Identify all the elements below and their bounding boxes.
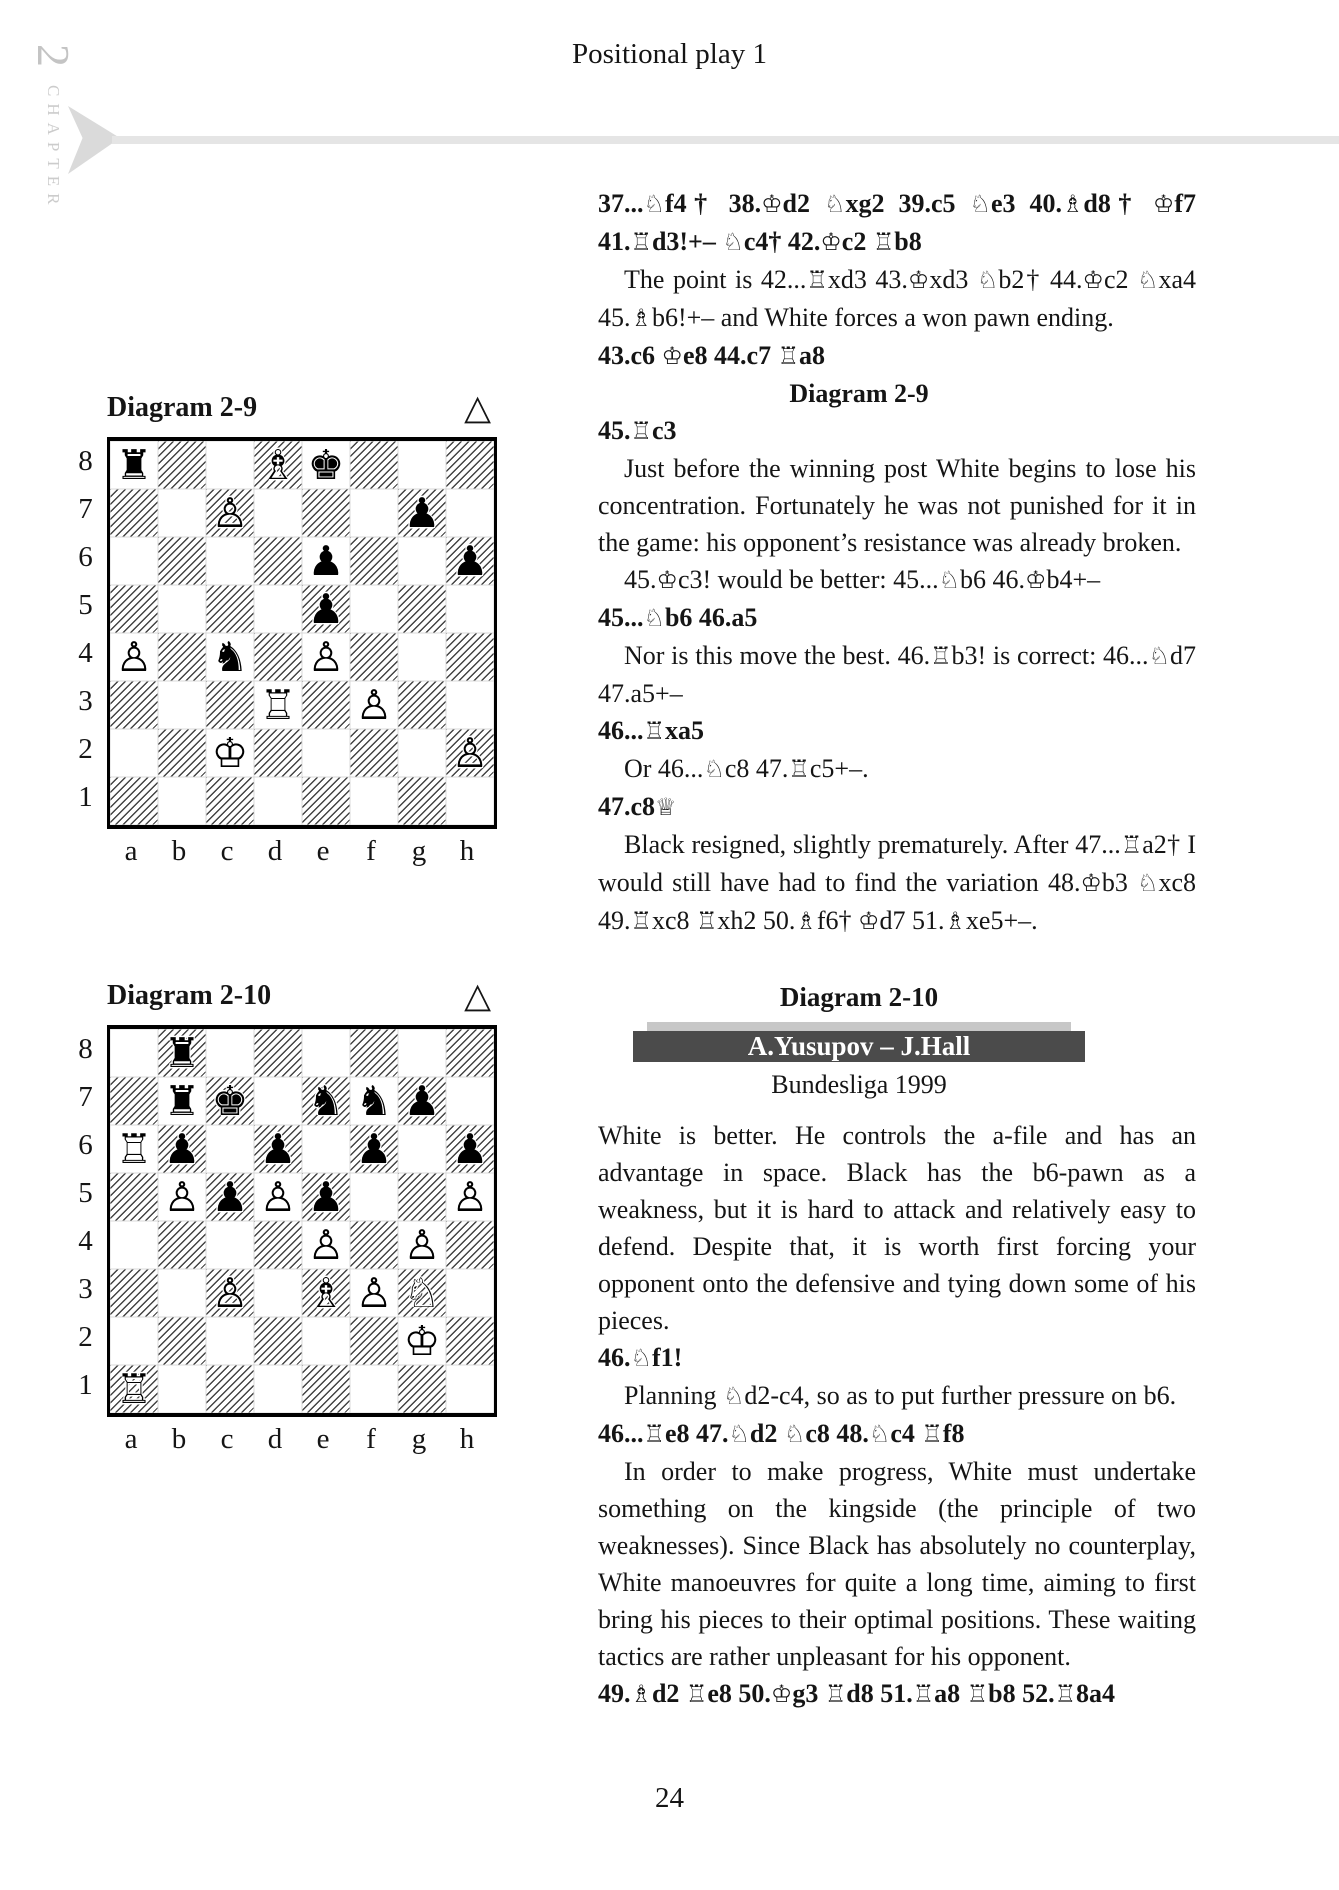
square-b7: [158, 489, 206, 537]
square-h3: [446, 1269, 494, 1317]
file-label-f: f: [366, 834, 376, 867]
rank-label-1: 1: [78, 780, 93, 813]
file-labels: [107, 829, 497, 873]
square-c2: [206, 1317, 254, 1365]
piece-B-d8: ♗: [259, 441, 297, 489]
square-e7: [302, 1077, 350, 1125]
square-h3: [446, 681, 494, 729]
square-d2: [254, 1317, 302, 1365]
piece-r-a8: ♜: [115, 441, 153, 489]
rank-label-8: 8: [78, 1032, 93, 1065]
square-d8: [254, 441, 302, 489]
file-label-c: c: [220, 1422, 234, 1455]
chess-figurine: ♖: [685, 1680, 708, 1708]
inline-diagram-heading: Diagram 2-9: [789, 379, 929, 408]
rank-label-7: 7: [78, 492, 93, 525]
file-label-a: a: [124, 1422, 138, 1455]
chess-figurine: ♖: [966, 1680, 989, 1708]
square-d4: [254, 1221, 302, 1269]
square-e8: [302, 1029, 350, 1077]
square-h6: [446, 1125, 494, 1173]
file-label-h: h: [459, 1422, 475, 1455]
square-g4: [398, 1221, 446, 1269]
chess-figurine: ♘: [722, 1382, 745, 1410]
square-f4: [350, 633, 398, 681]
square-e3: [302, 1269, 350, 1317]
square-c5: [206, 1173, 254, 1221]
square-b4: [158, 633, 206, 681]
chess-board-2-9: [107, 437, 497, 829]
file-label-g: g: [411, 834, 427, 867]
square-h2: [446, 729, 494, 777]
chess-figurine: ♖: [912, 1680, 935, 1708]
square-d5: [254, 1173, 302, 1221]
square-a8: [110, 1029, 158, 1077]
square-h5: [446, 585, 494, 633]
square-e4: [302, 1221, 350, 1269]
piece-r-b7: ♜: [163, 1077, 201, 1125]
chess-figurine: ♖: [1054, 1680, 1077, 1708]
square-b5: [158, 1173, 206, 1221]
rank-label-7: 7: [78, 1080, 93, 1113]
text-block-moves-analysis: [598, 185, 1196, 940]
text-line: Nor is this move the best. 46.♖b3! is correct: 46...♘d7 47.a5+–: [598, 641, 1196, 708]
square-f6: [350, 1125, 398, 1173]
file-label-d: d: [267, 834, 283, 867]
square-h6: [446, 537, 494, 585]
square-a2: [110, 1317, 158, 1365]
square-a6: [110, 1125, 158, 1173]
square-c3: [206, 1269, 254, 1317]
text-line: Black resigned, slightly prematurely. After 47...♖a2† I would still have had to find the variation 48.♔b3 ♘xc8 49.♖xc8 ♖xh2 50.♗f6† ♔d7 51.♗xe5+–.: [598, 830, 1197, 935]
square-e2: [302, 729, 350, 777]
diagram-2-10-header: [107, 976, 491, 1025]
white-to-move-triangle-icon: △: [464, 388, 491, 428]
text-line: White is better. He controls the a-file and has an advantage in space. Black has the b6-pawn as a weakness, but it is hard to attack and relatively easy to defend. Despite that, it is worth first forcing your opponent onto the defensive and tying down some of his pieces.: [598, 1121, 1196, 1335]
chess-figurine: ♗: [795, 907, 817, 935]
square-a8: [110, 441, 158, 489]
square-b1: [158, 777, 206, 825]
square-d7: [254, 489, 302, 537]
chapter-divider-rule: [112, 136, 1339, 144]
move-line: 46...♖xa5: [598, 716, 704, 745]
file-label-e: e: [316, 834, 330, 867]
chess-figurine: ♖: [921, 1420, 943, 1448]
square-h8: [446, 441, 494, 489]
square-c6: [206, 1125, 254, 1173]
square-e1: [302, 1365, 350, 1413]
rank-label-2: 2: [78, 732, 93, 765]
piece-n-e7: ♞: [307, 1077, 345, 1125]
chess-figurine: ♘: [728, 1420, 750, 1448]
chess-figurine: ♘: [722, 228, 744, 256]
move-line: 41.♖d3!+– ♘c4† 42.♔c2 ♖b8: [598, 227, 922, 256]
file-label-b: b: [171, 1422, 187, 1455]
piece-N-g3: ♘: [403, 1269, 441, 1317]
square-f8: [350, 441, 398, 489]
square-a5: [110, 1173, 158, 1221]
piece-P-f3: ♙: [355, 1269, 393, 1317]
chess-figurine: ♔: [1082, 266, 1104, 294]
square-b6: [158, 537, 206, 585]
chess-figurine: ♔: [661, 342, 683, 370]
square-f1: [350, 777, 398, 825]
square-c1: [206, 777, 254, 825]
square-a3: [110, 1269, 158, 1317]
rank-label-8: 8: [78, 444, 93, 477]
text-line: The point is 42...♖xd3 43.♔xd3 ♘b2† 44.♔c2 ♘xa4 45.♗b6!+– and White forces a won pawn ending.: [598, 265, 1197, 332]
square-g1: [398, 777, 446, 825]
square-d1: [254, 777, 302, 825]
square-g6: [398, 537, 446, 585]
file-label-f: f: [366, 1422, 376, 1455]
chess-figurine: ♖: [824, 1680, 847, 1708]
piece-R-a1: ♖: [115, 1365, 153, 1413]
chess-figurine: ♔: [761, 190, 783, 218]
chess-figurine: ♗: [630, 304, 652, 332]
chess-figurine: ♔: [907, 266, 930, 294]
square-f8: [350, 1029, 398, 1077]
diagram-2-10-text-heading: Diagram 2-10: [779, 982, 939, 1012]
square-e3: [302, 681, 350, 729]
text-line: In order to make progress, White must undertake something on the kingside (the principle of two weaknesses). Since Black has absolutely no counterplay, White manoeuvres for quite a long time, aiming to first bring his pieces to their optimal positions. These waiting tactics are rather unpleasant for his opponent.: [598, 1457, 1196, 1671]
piece-P-e4: ♙: [307, 633, 345, 681]
square-g7: [398, 1077, 446, 1125]
chess-figurine: ♖: [630, 417, 652, 445]
banner-accent-bar: [647, 1022, 1071, 1031]
square-b8: [158, 1029, 206, 1077]
square-e1: [302, 777, 350, 825]
page-header-title: Positional play 1: [572, 38, 767, 70]
square-g2: [398, 1317, 446, 1365]
square-c4: [206, 633, 254, 681]
rank-label-6: 6: [78, 1128, 93, 1161]
chess-figurine: ♖: [643, 717, 665, 745]
square-g7: [398, 489, 446, 537]
square-c2: [206, 729, 254, 777]
chess-figurine: ♖: [630, 907, 652, 935]
square-d3: [254, 681, 302, 729]
file-label-a: a: [124, 834, 138, 867]
square-d6: [254, 1125, 302, 1173]
file-label-b: b: [171, 834, 187, 867]
piece-p-e6: ♟: [307, 537, 345, 585]
square-h4: [446, 633, 494, 681]
chess-figurine: ♖: [788, 755, 810, 783]
square-a6: [110, 537, 158, 585]
square-a4: [110, 633, 158, 681]
square-d5: [254, 585, 302, 633]
game-header: [598, 1022, 1120, 1100]
piece-P-c3: ♙: [211, 1269, 249, 1317]
piece-P-h2: ♙: [451, 729, 489, 777]
chess-figurine: ♘: [630, 1344, 652, 1372]
square-c6: [206, 537, 254, 585]
chapter-word: CHAPTER: [44, 85, 63, 212]
chess-figurine: ♔: [1152, 190, 1175, 218]
chess-figurine: ♘: [783, 1420, 806, 1448]
piece-p-g7: ♟: [403, 1077, 441, 1125]
square-c4: [206, 1221, 254, 1269]
game-event: Bundesliga 1999: [771, 1070, 947, 1099]
rank-label-5: 5: [78, 1176, 93, 1209]
rank-label-1: 1: [78, 1368, 93, 1401]
square-b6: [158, 1125, 206, 1173]
chess-figurine: ♖: [806, 266, 828, 294]
piece-P-f3: ♙: [355, 681, 393, 729]
square-d4: [254, 633, 302, 681]
piece-p-h6: ♟: [451, 537, 489, 585]
file-label-d: d: [267, 1422, 283, 1455]
piece-p-g7: ♟: [403, 489, 441, 537]
square-g5: [398, 585, 446, 633]
chess-figurine: ♖: [872, 228, 895, 256]
square-h1: [446, 1365, 494, 1413]
piece-p-f6: ♟: [355, 1125, 393, 1173]
square-b2: [158, 729, 206, 777]
square-h2: [446, 1317, 494, 1365]
square-a2: [110, 729, 158, 777]
square-b1: [158, 1365, 206, 1413]
file-label-e: e: [316, 1422, 330, 1455]
chess-figurine: ♘: [938, 566, 961, 594]
text-line: 45.♔c3! would be better: 45...♘b6 46.♔b4+–: [624, 565, 1101, 594]
chess-figurine: ♘: [643, 190, 665, 218]
square-e2: [302, 1317, 350, 1365]
diagram-2-10: [72, 976, 497, 1461]
square-h8: [446, 1029, 494, 1077]
chess-figurine: ♗: [1061, 190, 1084, 218]
square-a7: [110, 1077, 158, 1125]
square-c7: [206, 1077, 254, 1125]
square-b4: [158, 1221, 206, 1269]
file-label-c: c: [220, 834, 234, 867]
piece-p-b6: ♟: [163, 1125, 201, 1173]
rank-label-6: 6: [78, 540, 93, 573]
rank-label-5: 5: [78, 588, 93, 621]
move-line: 45...♘b6 46.a5: [598, 603, 758, 632]
rank-label-3: 3: [78, 684, 93, 717]
move-line: 46.♘f1!: [598, 1343, 683, 1372]
chess-figurine: ♖: [930, 642, 952, 670]
square-a1: [110, 1365, 158, 1413]
piece-k-e8: ♚: [307, 441, 345, 489]
square-f5: [350, 1173, 398, 1221]
diagram-2-9-title: Diagram 2-9: [107, 392, 258, 423]
chess-figurine: ♖: [643, 1420, 665, 1448]
move-line: 49.♗d2 ♖e8 50.♔g3 ♖d8 51.♖a8 ♖b8 52.♖8a4: [598, 1679, 1116, 1708]
chess-figurine: ♘: [1137, 266, 1159, 294]
piece-P-a4: ♙: [115, 633, 153, 681]
chess-figurine: ♔: [858, 907, 880, 935]
square-b3: [158, 681, 206, 729]
square-f3: [350, 681, 398, 729]
chess-figurine: ♔: [1025, 566, 1047, 594]
chess-figurine: ♖: [1120, 831, 1143, 859]
square-e4: [302, 633, 350, 681]
piece-r-b8: ♜: [163, 1029, 201, 1077]
square-a5: [110, 585, 158, 633]
piece-P-d5: ♙: [259, 1173, 297, 1221]
square-c3: [206, 681, 254, 729]
square-h4: [446, 1221, 494, 1269]
square-h7: [446, 1077, 494, 1125]
square-f3: [350, 1269, 398, 1317]
piece-R-a6: ♖: [115, 1125, 153, 1173]
square-d1: [254, 1365, 302, 1413]
chess-figurine: ♖: [695, 907, 718, 935]
rank-label-3: 3: [78, 1272, 93, 1305]
square-c8: [206, 441, 254, 489]
text-line: Planning ♘d2-c4, so as to put further pressure on b6.: [624, 1381, 1177, 1410]
chess-figurine: ♖: [630, 228, 652, 256]
rank-label-4: 4: [78, 636, 93, 669]
chess-figurine: ♖: [777, 342, 800, 370]
square-g1: [398, 1365, 446, 1413]
square-c1: [206, 1365, 254, 1413]
piece-k-c7: ♚: [211, 1077, 249, 1125]
square-e7: [302, 489, 350, 537]
diagram-2-10-title: Diagram 2-10: [107, 980, 272, 1011]
chess-figurine: ♘: [643, 604, 665, 632]
piece-p-e5: ♟: [307, 585, 345, 633]
chess-figurine: ♗: [944, 907, 966, 935]
square-f2: [350, 729, 398, 777]
square-c5: [206, 585, 254, 633]
text-line: Just before the winning post White begins to lose his concentration. Fortunately he was not punished for it in the game: his opponent’s resistance was already broken.: [598, 454, 1196, 557]
square-b8: [158, 441, 206, 489]
square-d3: [254, 1269, 302, 1317]
square-e5: [302, 1173, 350, 1221]
square-b7: [158, 1077, 206, 1125]
chess-figurine: ♘: [976, 266, 999, 294]
square-f4: [350, 1221, 398, 1269]
square-a4: [110, 1221, 158, 1269]
rank-labels: [72, 1025, 107, 1417]
piece-P-e4: ♙: [307, 1221, 345, 1269]
square-g4: [398, 633, 446, 681]
chess-figurine: ♕: [655, 793, 677, 821]
square-d7: [254, 1077, 302, 1125]
square-e6: [302, 537, 350, 585]
square-b3: [158, 1269, 206, 1317]
move-line: 46...♖e8 47.♘d2 ♘c8 48.♘c4 ♖f8: [598, 1419, 965, 1448]
page-number: 24: [655, 1782, 684, 1814]
chess-figurine: ♔: [820, 228, 842, 256]
chess-figurine: ♘: [1137, 869, 1159, 897]
rank-label-2: 2: [78, 1320, 93, 1353]
move-line: 37...♘f4† 38.♔d2 ♘xg2 39.c5 ♘e3 40.♗d8† ♔f7: [598, 189, 1196, 218]
square-f1: [350, 1365, 398, 1413]
square-c7: [206, 489, 254, 537]
chess-figurine: ♘: [824, 190, 846, 218]
game-players-banner: A.Yusupov – J.Hall: [633, 1031, 1085, 1062]
move-line: 45.♖c3: [598, 416, 677, 445]
square-h7: [446, 489, 494, 537]
rank-labels: [72, 437, 107, 829]
square-f6: [350, 537, 398, 585]
square-b5: [158, 585, 206, 633]
move-line: 47.c8♕: [598, 792, 677, 821]
chess-figurine: ♘: [969, 190, 991, 218]
square-g3: [398, 681, 446, 729]
square-f5: [350, 585, 398, 633]
square-g6: [398, 1125, 446, 1173]
chess-figurine: ♔: [770, 1680, 793, 1708]
piece-p-e5: ♟: [307, 1173, 345, 1221]
square-d2: [254, 729, 302, 777]
chess-figurine: ♘: [868, 1420, 891, 1448]
piece-p-d6: ♟: [259, 1125, 297, 1173]
rank-label-4: 4: [78, 1224, 93, 1257]
piece-n-f7: ♞: [355, 1077, 393, 1125]
square-f2: [350, 1317, 398, 1365]
piece-P-c7: ♙: [211, 489, 249, 537]
piece-p-c5: ♟: [211, 1173, 249, 1221]
square-g2: [398, 729, 446, 777]
move-line: 43.c6 ♔e8 44.c7 ♖a8: [598, 341, 826, 370]
square-d8: [254, 1029, 302, 1077]
text-line: Or 46...♘c8 47.♖c5+–.: [624, 754, 869, 783]
square-d6: [254, 537, 302, 585]
piece-p-h6: ♟: [451, 1125, 489, 1173]
piece-K-c2: ♔: [211, 729, 249, 777]
chess-figurine: ♘: [1148, 642, 1170, 670]
square-g3: [398, 1269, 446, 1317]
piece-K-g2: ♔: [403, 1317, 441, 1365]
square-a1: [110, 777, 158, 825]
text-block-game-commentary: [598, 1117, 1196, 1713]
piece-P-b5: ♙: [163, 1173, 201, 1221]
piece-n-c4: ♞: [211, 633, 249, 681]
piece-P-h5: ♙: [451, 1173, 489, 1221]
square-g8: [398, 441, 446, 489]
square-a7: [110, 489, 158, 537]
square-g5: [398, 1173, 446, 1221]
chess-figurine: ♔: [1080, 869, 1102, 897]
chess-figurine: ♘: [703, 755, 725, 783]
square-e8: [302, 441, 350, 489]
piece-B-e3: ♗: [307, 1269, 345, 1317]
square-e5: [302, 585, 350, 633]
piece-P-g4: ♙: [403, 1221, 441, 1269]
square-h1: [446, 777, 494, 825]
square-c8: [206, 1029, 254, 1077]
file-labels: [107, 1417, 497, 1461]
chess-figurine: ♗: [630, 1680, 652, 1708]
diagram-2-9: [72, 388, 497, 873]
white-to-move-triangle-icon: △: [464, 976, 491, 1016]
square-f7: [350, 489, 398, 537]
square-e6: [302, 1125, 350, 1173]
chapter-marker: [28, 44, 79, 212]
chapter-number: 2: [28, 44, 79, 67]
chess-figurine: ♔: [656, 566, 678, 594]
diagram-2-9-header: [107, 388, 491, 437]
square-f7: [350, 1077, 398, 1125]
piece-R-d3: ♖: [259, 681, 297, 729]
square-a3: [110, 681, 158, 729]
file-label-h: h: [459, 834, 475, 867]
square-h5: [446, 1173, 494, 1221]
chess-board-2-10: [107, 1025, 497, 1417]
file-label-g: g: [411, 1422, 427, 1455]
square-g8: [398, 1029, 446, 1077]
square-b2: [158, 1317, 206, 1365]
